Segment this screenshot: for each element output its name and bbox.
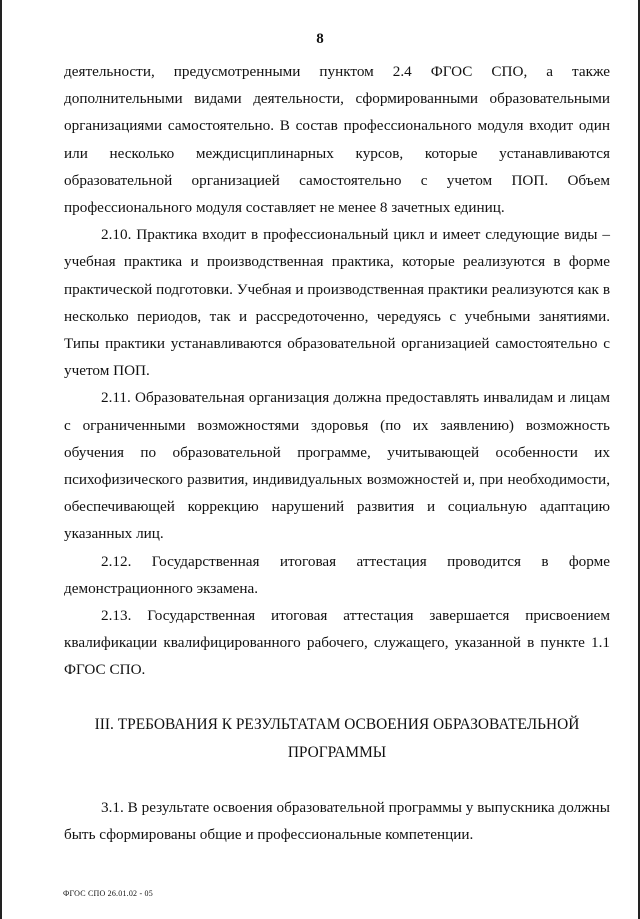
- section-heading-line-2: ПРОГРАММЫ: [287, 743, 387, 761]
- paragraph-2-10: 2.10. Практика входит в профессиональный цикл и имеет следующие виды – учебная практика и производственная практика, которые реализуются в форме практической подготовки. Учебная и производственная практики реализуются как в несколько периодов, так и рассредоточенно, чередуясь с учебными занятиями. Типы практики устанавливаются образовательной организацией самостоятельно с учетом ПОП.: [64, 226, 610, 380]
- page-number: 8: [316, 31, 324, 47]
- paragraph-2-11: 2.11. Образовательная организация должна предоставлять инвалидам и лицам с ограниченными возможностями здоровья (по их заявлению) возможность обучения по образовательной программе, учитывающей особенности их психофизического развития, индивидуальных возможностей и, при необходимости, обеспечивающей коррекцию нарушений развития и социальную адаптацию указанных лиц.: [64, 389, 610, 543]
- paragraph-2-12: 2.12. Государственная итоговая аттестация проводится в форме демонстрационного экзамена.: [64, 552, 610, 597]
- paragraph-2-13: 2.13. Государственная итоговая аттестация завершается присвоением квалификации квалифицированного рабочего, служащего, указанной в пункте 1.1 ФГОС СПО.: [64, 607, 610, 679]
- section-heading: [64, 684, 610, 794]
- page-edge-left: [0, 0, 2, 919]
- footer-document-code: ФГОС СПО 26.01.02 - 05: [63, 889, 153, 898]
- document-body: [64, 58, 610, 848]
- section-heading-line-1: III. ТРЕБОВАНИЯ К РЕЗУЛЬТАТАМ ОСВОЕНИЯ ОБРАЗОВАТЕЛЬНОЙ: [94, 715, 580, 733]
- paragraph-3-1: 3.1. В результате освоения образовательной программы у выпускника должны быть сформированы общие и профессиональные компетенции.: [64, 798, 610, 843]
- paragraph-continuation: деятельности, предусмотренными пунктом 2.4 ФГОС СПО, а также дополнительными видами деятельности, сформированными образовательными организациями самостоятельно. В состав профессионального модуля входит один или несколько междисциплинарных курсов, которые устанавливаются образовательной организацией самостоятельно с учетом ПОП. Объем профессионального модуля составляет не менее 8 зачетных единиц.: [64, 63, 610, 217]
